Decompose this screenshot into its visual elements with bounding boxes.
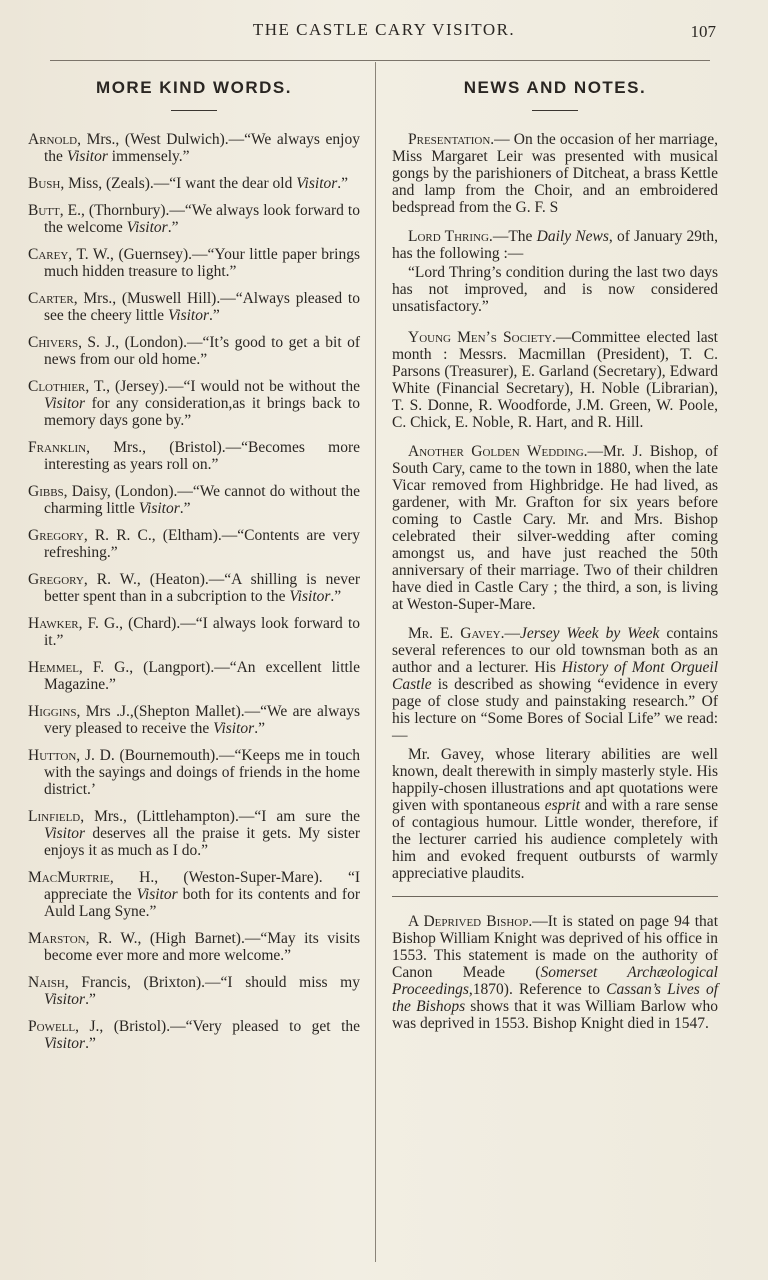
column-divider: [375, 62, 376, 1262]
entry-name: Hemmel: [28, 659, 79, 676]
note-italic: esprit: [544, 797, 581, 814]
entry-text: both for its contents and for Auld Lang Syne.”: [44, 886, 360, 920]
more-kind-words-heading: MORE KIND WORDS.: [96, 78, 292, 97]
note-text: —The: [492, 228, 537, 245]
entry-italic: Visitor: [66, 148, 108, 165]
entry-text: , T., (Jersey).—“I would not be without the: [85, 378, 360, 395]
note-text: —Mr. J. Bishop, of South Cary, came to the town in 1880, when the late Vicar removed from Highbridge. He had lived, as gardener, with Mr. Grafton for six years before coming to Castle Cary. Mr. and Mrs. Bishop celebrated their silver-wedding after coming amongst us, and have just reached the 50th anniversary of their marriage. Two of their children have died in Castle Cary ; the third, a son, is living at Weston-Super-Mare.: [392, 443, 718, 613]
entry-name: Chivers: [28, 334, 79, 351]
kind-word-entry: [28, 378, 360, 429]
entry-text: , Miss, (Zeals).—“I want the dear old: [60, 175, 297, 192]
entry-name: Gregory: [28, 571, 84, 588]
entry-name: Butt: [28, 202, 60, 219]
heading-dash: [171, 110, 217, 111]
note-text: —: [504, 625, 520, 642]
note-text: —It is stated on page 94 that Bishop William Knight was deprived of his office in 1553. This statement is made on the authority of Canon Meade (: [392, 913, 718, 981]
note-text: and with a rare sense of contagious humour. Little wonder, therefore, if the lecturer carried his audience completely with him and evoked frequent outbursts of warmly appreciative plaudits.: [392, 797, 718, 882]
entry-italic: Visitor: [44, 991, 86, 1008]
kind-word-entry: [28, 571, 360, 605]
entry-italic: Visitor: [136, 886, 178, 903]
entry-italic: Visitor: [44, 825, 86, 842]
note-italic: Somerset Archæological Proceedings: [392, 964, 718, 998]
entry-text: .”: [209, 307, 220, 324]
entry-text: , Mrs .J.,(Shepton Mallet).—“We are always very pleased to receive the: [44, 703, 360, 737]
kind-word-entry: [28, 808, 360, 859]
entry-italic: Visitor: [126, 219, 168, 236]
entry-italic: Visitor: [44, 1035, 86, 1052]
lord-thring-note: [392, 228, 718, 262]
entry-text: .”: [167, 219, 179, 236]
kind-word-entry: [28, 131, 360, 165]
kind-word-entry: [28, 747, 360, 798]
kind-word-entry: [28, 334, 360, 368]
note-lead: Another Golden Wedding.: [408, 443, 588, 460]
entry-text: , R. R. C., (Eltham).—“Contents are very refreshing.”: [44, 527, 360, 561]
entry-text: for any consideration,as it brings back to memory days gone by.”: [44, 395, 360, 429]
entry-text: , Mrs., (West Dulwich).—“We always enjoy the: [44, 131, 360, 165]
deprived-bishop-note: [392, 913, 718, 1032]
note-lead: A Deprived Bishop.: [408, 913, 533, 930]
entry-text: , Francis, (Brixton).—“I should miss my: [64, 974, 360, 991]
entry-italic: Visitor: [167, 307, 210, 324]
lord-thring-quote: “Lord Thring’s condition during the last two days has not improved, and is now considered unsatisfactory.”: [392, 264, 718, 315]
entry-name: Hawker: [28, 615, 79, 632]
note-text: —Committee elected last month : Messrs. Macmillan (President), T. C. Parsons (Treasurer), E. Garland (Secretary), Edward White (Financial Secretary), H. Noble (Librarian), T. S. Donne, R. Woodforde, J.M. Green, W. Poole, C. Chick, E. Noble, R. Hart, and R. Hill.: [392, 329, 718, 431]
note-italic: Jersey Week by Week: [519, 625, 660, 642]
note-lead: Lord Thring.: [408, 228, 493, 245]
kind-word-entry: [28, 483, 360, 517]
entry-italic: Visitor: [213, 720, 255, 737]
note-italic: Daily News: [536, 228, 609, 245]
entry-italic: Visitor: [296, 175, 338, 192]
note-lead: Mr. E. Gavey.: [408, 625, 505, 642]
kind-word-entry: [28, 202, 360, 236]
running-head: [0, 20, 768, 48]
entry-text: , R. W., (High Barnet).—“May its visits become ever more and more welcome.”: [44, 930, 360, 964]
gavey-note: [392, 625, 718, 744]
entry-text: .”: [337, 175, 349, 192]
entry-text: .”: [254, 720, 265, 737]
entry-italic: Visitor: [138, 500, 180, 517]
entry-name: Carey: [28, 246, 69, 263]
entry-name: MacMurtrie: [28, 869, 110, 886]
note-text: contains several references to our old townsman both as an author and a lecturer. His: [392, 625, 719, 676]
note-lead: Young Men’s Society.: [408, 329, 556, 346]
entry-name: Clothier: [28, 378, 86, 395]
entry-text: .”: [179, 500, 191, 517]
kind-word-entry: [28, 527, 360, 561]
entry-italic: Visitor: [289, 588, 331, 605]
entry-name: Gregory: [28, 527, 84, 544]
note-text: , of January 29th, has the following :—: [392, 228, 718, 262]
note-text: ,1870). Reference to: [468, 981, 607, 998]
entry-text: .”: [85, 991, 96, 1008]
news-and-notes-heading: NEWS AND NOTES.: [463, 78, 647, 97]
entry-text: immensely.”: [107, 148, 190, 165]
right-column: [392, 62, 718, 1044]
entry-text: , R. W., (Heaton).—“A shilling is never better spent than in a subcription to the: [44, 571, 360, 605]
page-number: 107: [690, 22, 716, 41]
entry-name: Franklin: [28, 439, 87, 456]
note-text: Mr. Gavey, whose literary abilities are well known, dealt therewith in simply masterly style. His happily-chosen illustrations and apt quotations were given with spontaneous: [392, 746, 718, 814]
note-text: is described as showing “evidence in every page of close study and painstaking research.” Of his lecture on “Some Bores of Social Life” we read:—: [392, 676, 718, 744]
note-text: shows that it was William Barlow who was deprived in 1553. Bishop Knight died in 1547.: [392, 998, 718, 1032]
kind-word-entry: [28, 439, 360, 473]
kind-word-entry: [28, 290, 360, 324]
entry-text: , Mrs., (Bristol).—“Becomes more interesting as years roll on.”: [44, 439, 360, 473]
entry-text: , T. W., (Guernsey).—“Your little paper brings much hidden treasure to light.”: [44, 246, 360, 280]
kind-word-entry: [28, 246, 360, 280]
gavey-quote: [392, 746, 718, 882]
entry-name: Gibbs: [28, 483, 64, 500]
heading-dash: [532, 110, 578, 111]
kind-word-entry: [28, 869, 360, 920]
entry-text: , S. J., (London).—“It’s good to get a bit of news from our old home.”: [44, 334, 360, 368]
entry-text: , Mrs., (Muswell Hill).—“Always pleased to see the cheery little: [44, 290, 360, 324]
entry-italic: Visitor: [44, 395, 86, 412]
golden-wedding-note: [392, 443, 718, 613]
section-rule: [392, 896, 718, 897]
entry-name: Carter: [28, 290, 74, 307]
kind-word-entry: [28, 703, 360, 737]
entry-text: , F. G., (Langport).—“An excellent little Magazine.”: [44, 659, 360, 693]
kind-words-list: [28, 131, 360, 1052]
note-text: — On the occasion of her marriage, Miss Margaret Leir was presented with musical gongs by the parishioners of Ditcheat, a brass Kettle and lamp from the Choir, and an embroidered bedspread from the G. F. S: [392, 131, 718, 216]
note-italic: History of Mont Orgueil Castle: [392, 659, 718, 693]
header-rule: [50, 60, 710, 61]
entry-name: Higgins: [28, 703, 77, 720]
entry-text: .”: [85, 1035, 96, 1052]
young-mens-society-note: [392, 329, 718, 431]
entry-name: Naish: [28, 974, 65, 991]
kind-word-entry: [28, 1018, 360, 1052]
entry-name: Powell: [28, 1018, 76, 1035]
entry-text: , H., (Weston-Super-Mare). “I appreciate the: [44, 869, 360, 903]
kind-word-entry: [28, 175, 360, 192]
kind-word-entry: [28, 930, 360, 964]
kind-word-entry: [28, 615, 360, 649]
note-lead: Presentation.: [408, 131, 495, 148]
kind-word-entry: [28, 659, 360, 693]
left-column: [28, 62, 360, 1062]
presentation-note: [392, 131, 718, 216]
entry-text: , F. G., (Chard).—“I always look forward to it.”: [44, 615, 360, 649]
note-italic: Cassan’s Lives of the Bishops: [392, 981, 719, 1015]
entry-name: Bush: [28, 175, 61, 192]
entry-text: , J. D. (Bournemouth).—“Keeps me in touch with the sayings and doings of friends in the home district.’: [44, 747, 360, 798]
entry-text: , Daisy, (London).—“We cannot do without the charming little: [44, 483, 360, 517]
kind-word-entry: [28, 974, 360, 1008]
entry-text: , J., (Bristol).—“Very pleased to get the: [75, 1018, 360, 1035]
entry-text: deserves all the praise it gets. My sister enjoys it as much as I do.”: [44, 825, 360, 859]
entry-name: Linfield: [28, 808, 81, 825]
entry-text: .”: [330, 588, 342, 605]
running-title: THE CASTLE CARY VISITOR.: [252, 20, 516, 39]
entry-name: Arnold: [28, 131, 78, 148]
entry-name: Hutton: [28, 747, 77, 764]
entry-name: Marston: [28, 930, 86, 947]
entry-text: , Mrs., (Littlehampton).—“I am sure the: [80, 808, 360, 825]
entry-text: , E., (Thornbury).—“We always look forward to the welcome: [44, 202, 360, 236]
